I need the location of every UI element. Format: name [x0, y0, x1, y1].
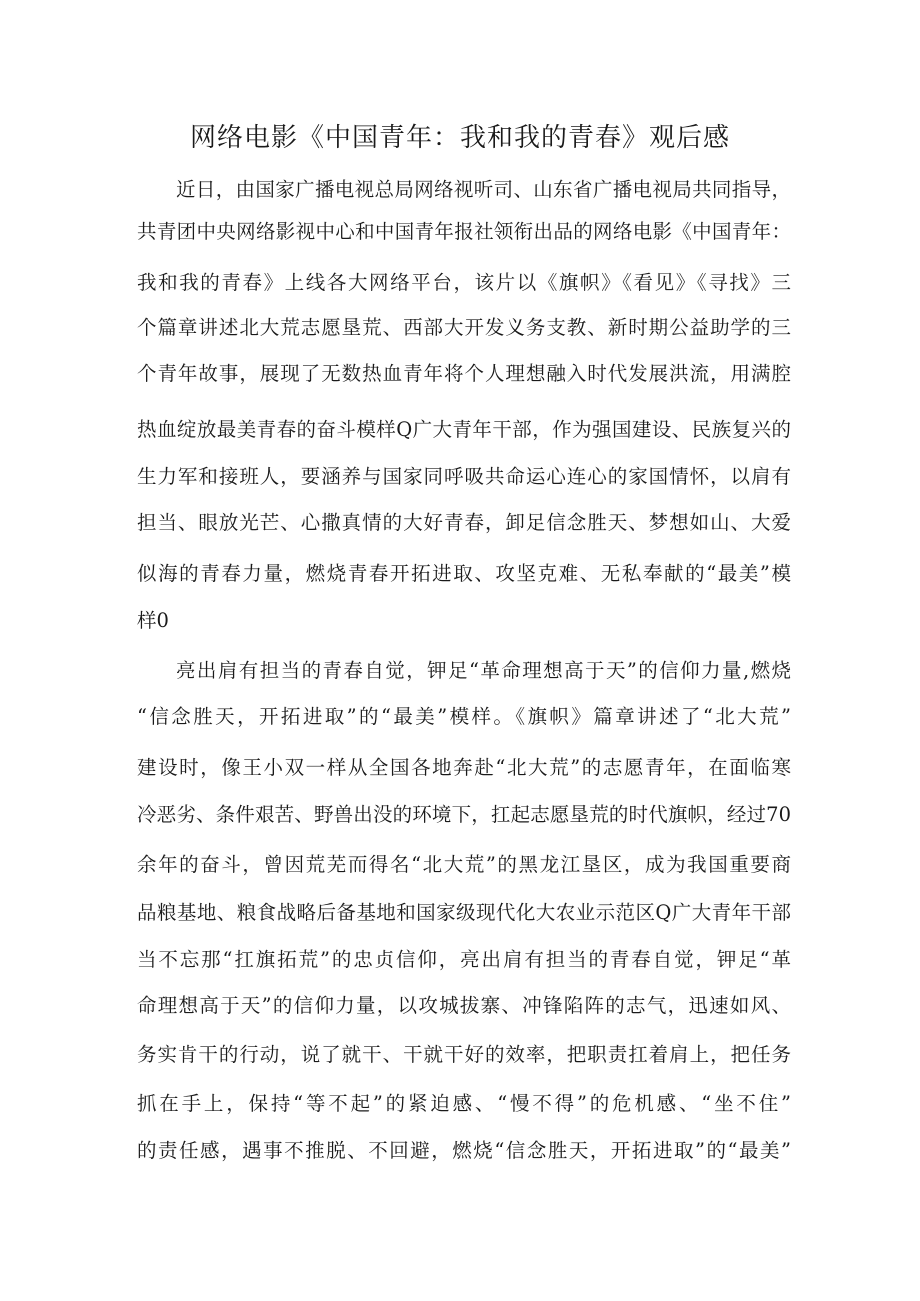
- paragraph-2-line: 命理想高于天”的信仰力量，以攻城拔寨、冲锋陷阵的志气，迅速如风、: [137, 994, 791, 1017]
- paragraph-2-line: 余年的奋斗，曾因荒芜而得名“北大荒”的黑龙江垦区，成为我国重要商: [137, 853, 791, 876]
- paragraph-1-line: 担当、眼放光芒、心撒真情的大好青春，卸足信念胜天、梦想如山、大爱: [137, 511, 791, 534]
- paragraph-1-line: 个青年故事，展现了无数热血青年将个人理想融入时代发展洪流，用满腔: [137, 362, 791, 385]
- paragraph-1-line: 我和我的青春》上线各大网络平台，该片以《旗帜》《看见》《寻找》三: [137, 271, 791, 294]
- paragraph-1-line: 热血绽放最美青春的奋斗模样Q广大青年干部，作为强国建设、民族复兴的: [137, 418, 791, 441]
- paragraph-1-line: 样0: [137, 609, 169, 632]
- paragraph-1-line: 共青团中央网络影视中心和中国青年报社领衔出品的网络电影《中国青年：: [137, 220, 791, 243]
- paragraph-2-line: 冷恶劣、条件艰苦、野兽出没的环境下，扛起志愿垦荒的时代旗帜，经过70: [137, 803, 791, 826]
- paragraph-1-line: 生力军和接班人，要涵养与国家同呼吸共命运心连心的家国情怀，以肩有: [137, 465, 791, 488]
- paragraph-2-line: 务实肯干的行动，说了就干、干就干好的效率，把职责扛着肩上，把任务: [137, 1043, 791, 1066]
- paragraph-2-line: 建设时，像王小双一样从全国各地奔赴“北大荒”的志愿青年，在面临寒: [137, 756, 791, 779]
- paragraph-2-line: 当不忘那“扛旗拓荒”的忠贞信仰，亮出肩有担当的青春自觉，钾足“革: [137, 948, 791, 971]
- paragraph-1-line: 近日，由国家广播电视总局网络视听司、山东省广播电视局共同指导，: [176, 178, 791, 201]
- paragraph-1-line: 个篇章讲述北大荒志愿垦荒、西部大开发义务支教、新时期公益助学的三: [137, 316, 791, 339]
- paragraph-1-line: 似海的青春力量，燃烧青春开拓进取、攻坚克难、无私奉献的“最美”模: [137, 562, 791, 585]
- document-title: 网络电影《中国青年：我和我的青春》观后感: [189, 123, 730, 153]
- paragraph-2-line: 的责任感，遇事不推脱、不回避，燃烧“信念胜天，开拓进取”的“最美”: [137, 1139, 791, 1162]
- paragraph-2-line: “信念胜天，开拓进取”的“最美”模样。《旗帜》篇章讲述了“北大荒”: [137, 705, 791, 728]
- paragraph-2-line: 抓在手上，保持“等不起”的紧迫感、“慢不得”的危机感、“坐不住”: [137, 1092, 791, 1115]
- paragraph-2-line: 品粮基地、粮食战略后备基地和国家级现代化大农业示范区Q广大青年干部: [137, 901, 791, 924]
- paragraph-2-line: 亮出肩有担当的青春自觉，钾足“革命理想高于天”的信仰力量,燃烧: [176, 659, 791, 682]
